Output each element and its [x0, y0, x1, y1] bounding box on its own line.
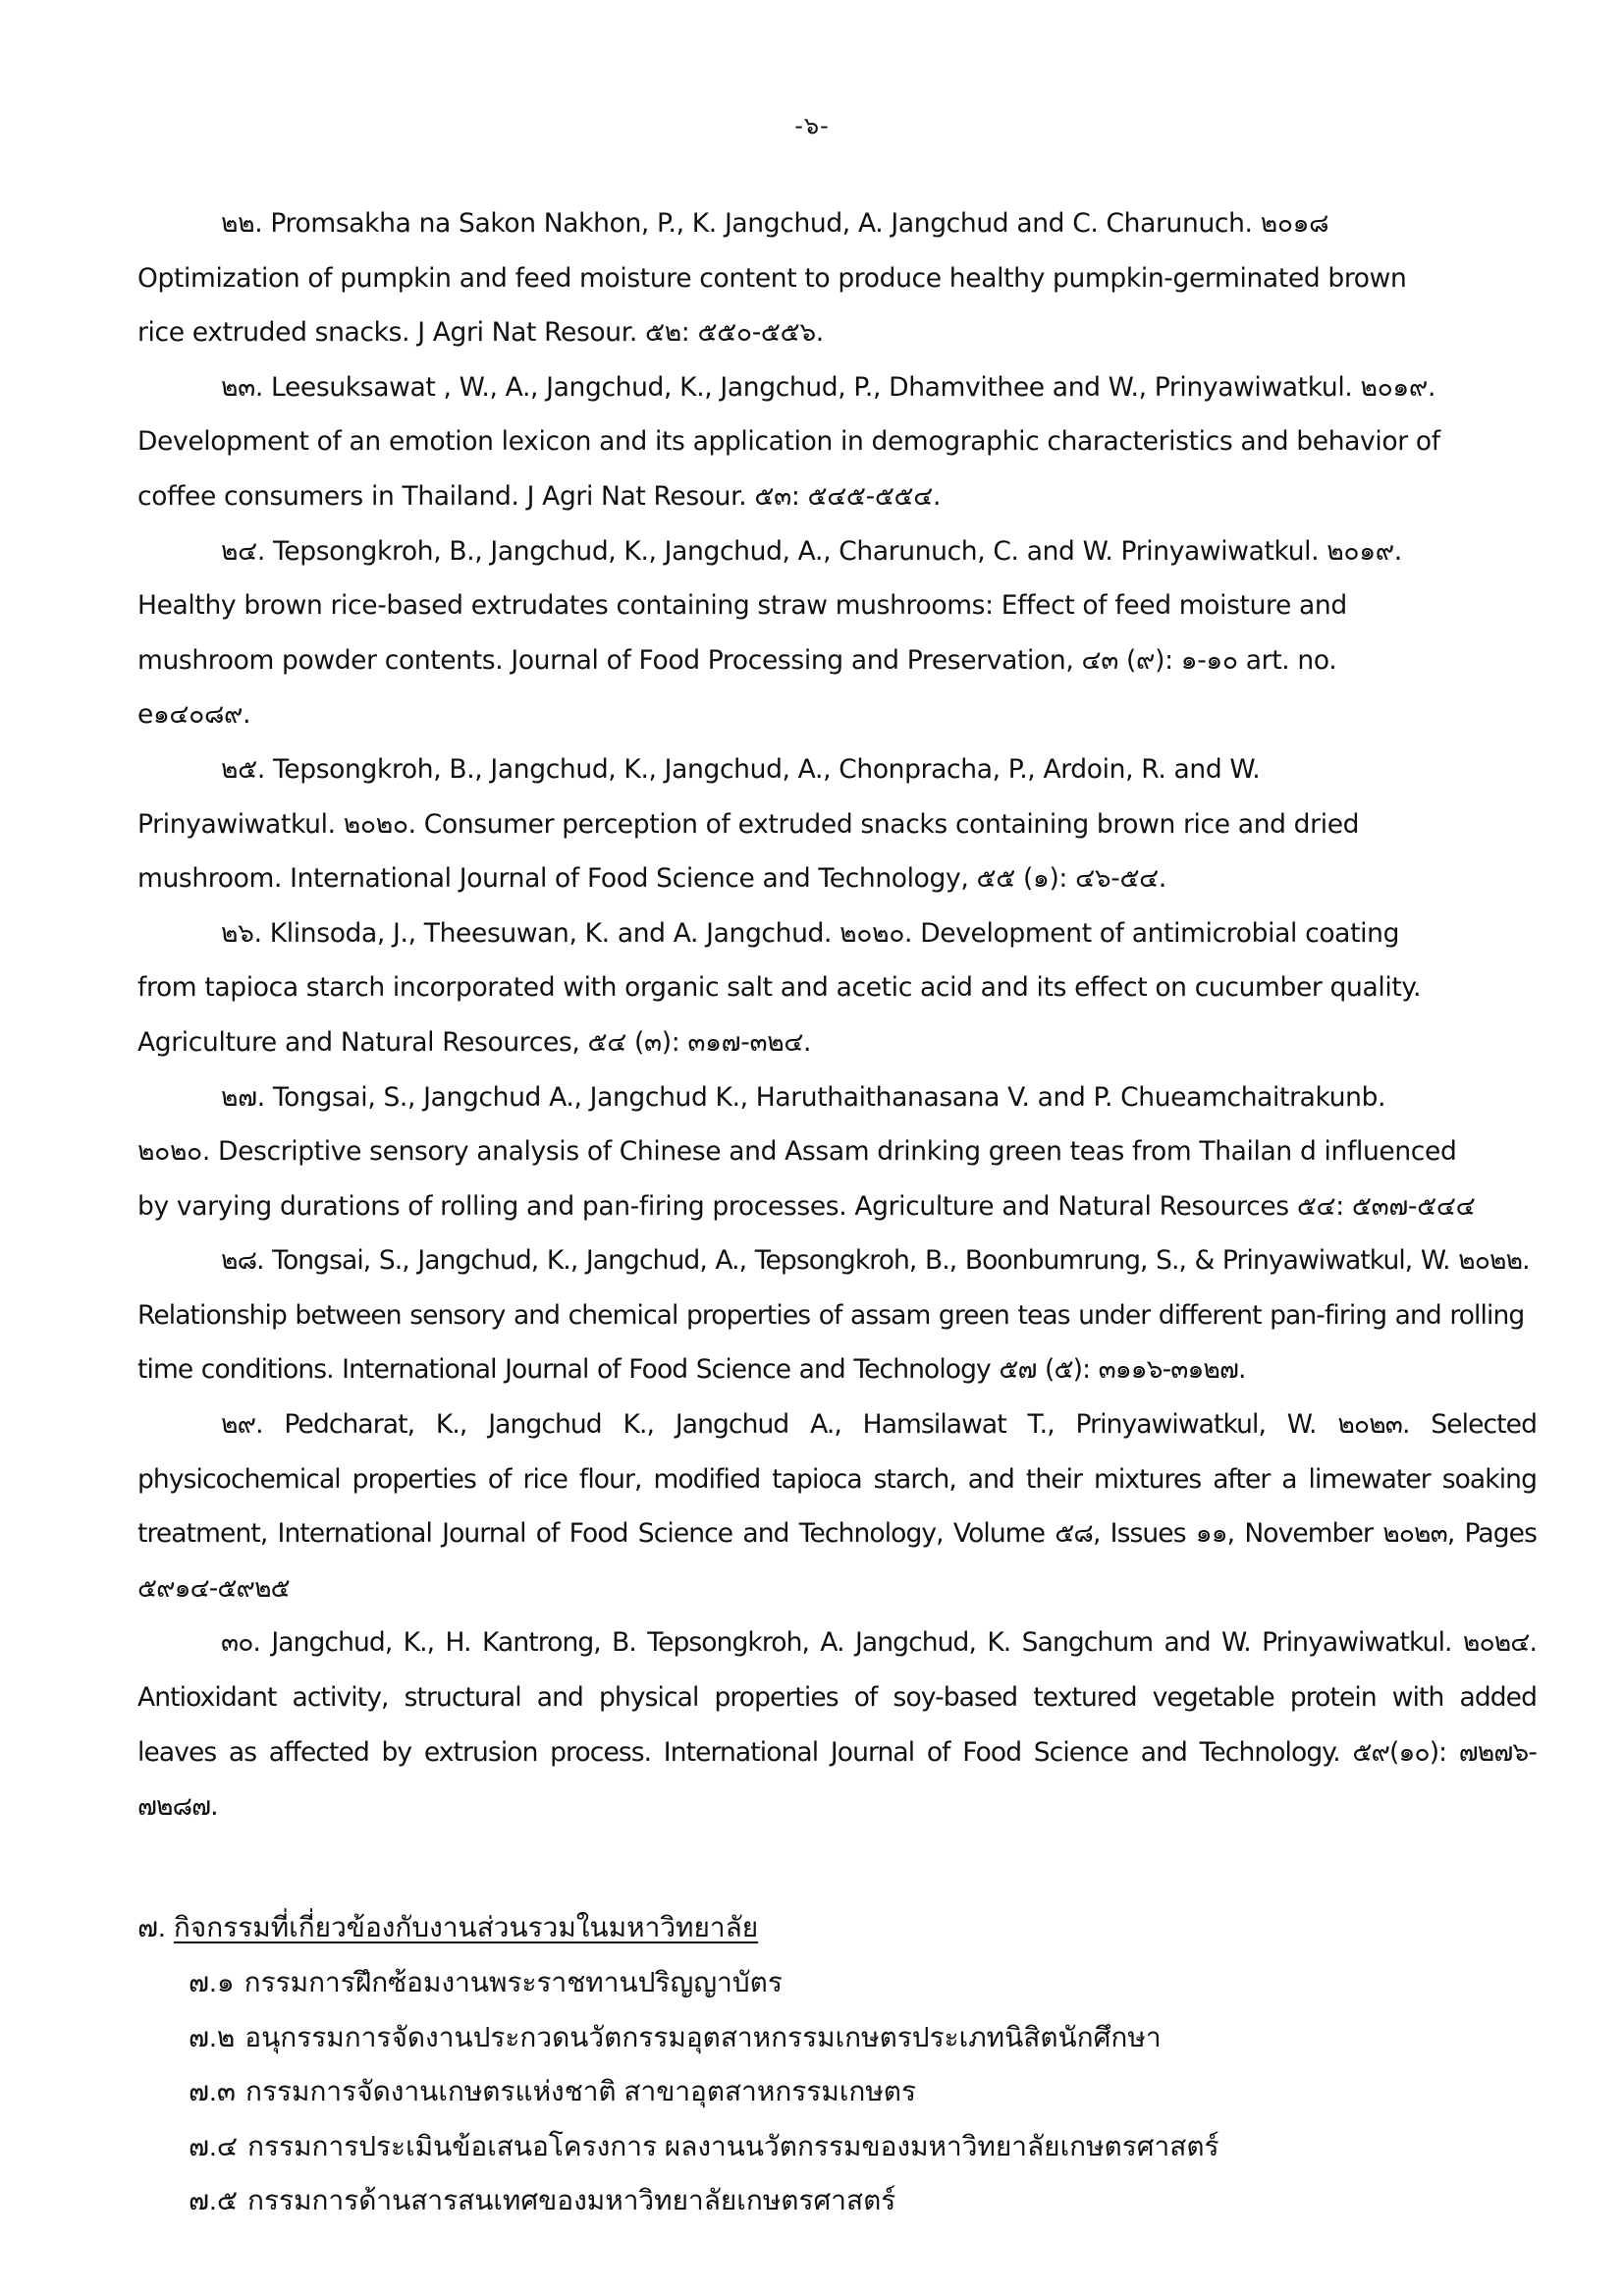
university-activities-section	[137, 1900, 1537, 2228]
reference-29	[137, 1397, 1537, 1615]
reference-line: ๒๓. Leesuksawat , W., A., Jangchud, K., Jangchud, P., Dhamvithee and W., Prinyawiwatkul. ๒๐๑๙.	[221, 371, 1436, 403]
activity-text: กรรมการจัดงานเกษตรแห่งชาติ สาขาอุตสาหกรรมเกษตร	[244, 2076, 917, 2106]
reference-line: e๑๔๐๘๙.	[137, 699, 251, 731]
reference-line: by varying durations of rolling and pan-firing processes. Agriculture and Natural Resources ๕๔: ๕๓๗-๕๔๔	[137, 1190, 1476, 1222]
section-number: ๗.	[137, 1912, 166, 1942]
activity-number: ๗.๕	[189, 2185, 239, 2215]
reference-line: ๒๘. Tongsai, S., Jangchud, K., Jangchud, A., Tepsongkroh, B., Boonbumrung, S., & Prinyawiwatkul, W. ๒๐๒๒.	[221, 1245, 1530, 1277]
reference-line: Prinyawiwatkul. ๒๐๒๐. Consumer perception of extruded snacks containing brown rice and dried	[137, 808, 1360, 840]
activity-item	[137, 2173, 1537, 2228]
reference-line: ๒๕. Tepsongkroh, B., Jangchud, K., Jangchud, A., Chonpracha, P., Ardoin, R. and W.	[221, 753, 1261, 785]
reference-30	[137, 1615, 1537, 1833]
activity-text: อนุกรรมการจัดงานประกวดนวัตกรรมอุตสาหกรรมเกษตรประเภทนิสิตนักศึกษา	[244, 2021, 1162, 2052]
reference-line: Development of an emotion lexicon and its application in demographic characteristics and behavior of	[137, 426, 1440, 458]
activity-text: กรรมการประเมินข้อเสนอโครงการ ผลงานนวัตกรรมของมหาวิทยาลัยเกษตรศาสตร์	[247, 2130, 1219, 2161]
section-heading	[137, 1900, 1537, 1955]
reference-line: ๗๒๘๗.	[137, 1791, 218, 1823]
page-number: -๖-	[794, 112, 830, 139]
reference-line: mushroom. International Journal of Food Science and Technology, ๕๕ (๑): ๔๖-๕๔.	[137, 863, 1166, 895]
reference-22	[137, 196, 1537, 360]
reference-28	[137, 1233, 1537, 1397]
activity-item	[137, 2064, 1537, 2119]
reference-line: treatment, International Journal of Food Science and Technology, Volume ๕๘, Issues ๑๑, November ๒๐๒๓, Pages	[137, 1518, 1537, 1550]
section-title: กิจกรรมที่เกี่ยวข้องกับงานส่วนรวมในมหาวิทยาลัย	[173, 1912, 759, 1942]
reference-line: Relationship between sensory and chemical properties of assam green teas under different pan-firing and rolling	[137, 1299, 1525, 1331]
activity-number: ๗.๔	[189, 2130, 239, 2161]
activity-number: ๗.๓	[189, 2076, 236, 2106]
reference-line: ๒๗. Tongsai, S., Jangchud A., Jangchud K., Haruthaithanasana V. and P. Chueamchaitrakunb.	[221, 1081, 1386, 1113]
reference-list	[137, 196, 1537, 1834]
reference-25	[137, 742, 1537, 906]
reference-line: Healthy brown rice-based extrudates containing straw mushrooms: Effect of feed moisture and	[137, 590, 1347, 622]
activity-item	[137, 2010, 1537, 2065]
reference-line: leaves as affected by extrusion process. International Journal of Food Science and Technology. ๕๙(๑๐): ๗๒๗๖-	[137, 1736, 1537, 1768]
reference-line: mushroom powder contents. Journal of Food Processing and Preservation, ๔๓ (๙): ๑-๑๐ art. no.	[137, 644, 1337, 676]
reference-line: Agriculture and Natural Resources, ๕๔ (๓): ๓๑๗-๓๒๔.	[137, 1026, 812, 1058]
reference-line: ๒๐๒๐. Descriptive sensory analysis of Chinese and Assam drinking green teas from Thailan d influenced	[137, 1136, 1457, 1168]
reference-line: ๒๖. Klinsoda, J., Theesuwan, K. and A. Jangchud. ๒๐๒๐. Development of antimicrobial coating	[221, 917, 1400, 949]
reference-24	[137, 524, 1537, 742]
reference-line: ๒๒. Promsakha na Sakon Nakhon, P., K. Jangchud, A. Jangchud and C. Charunuch. ๒๐๑๘	[221, 208, 1329, 239]
activity-item	[137, 1955, 1537, 2010]
reference-line: ๕๙๑๔-๕๙๒๕	[137, 1572, 290, 1604]
reference-27	[137, 1070, 1537, 1234]
reference-line: Antioxidant activity, structural and physical properties of soy-based textured vegetable protein with added	[137, 1682, 1537, 1714]
activity-item	[137, 2119, 1537, 2174]
reference-23	[137, 360, 1537, 524]
reference-line: ๒๙. Pedcharat, K., Jangchud K., Jangchud A., Hamsilawat T., Prinyawiwatkul, W. ๒๐๒๓. Selected	[221, 1409, 1537, 1441]
reference-26	[137, 906, 1537, 1070]
reference-line: ๒๔. Tepsongkroh, B., Jangchud, K., Jangchud, A., Charunuch, C. and W. Prinyawiwatkul. ๒๐๑๙.	[221, 535, 1402, 567]
activity-text: กรรมการด้านสารสนเทศของมหาวิทยาลัยเกษตรศาสตร์	[247, 2185, 896, 2215]
reference-line: from tapioca starch incorporated with organic salt and acetic acid and its effect on cucumber quality.	[137, 972, 1422, 1004]
reference-line: coffee consumers in Thailand. J Agri Nat Resour. ๕๓: ๕๔๕-๕๕๔.	[137, 480, 942, 512]
reference-line: Optimization of pumpkin and feed moisture content to produce healthy pumpkin-germinated brown	[137, 262, 1407, 294]
activity-number: ๗.๒	[189, 2021, 236, 2052]
reference-line: ๓๐. Jangchud, K., H. Kantrong, B. Tepsongkroh, A. Jangchud, K. Sangchum and W. Prinyawiwatkul. ๒๐๒๔.	[221, 1627, 1537, 1659]
activity-number: ๗.๑	[189, 1967, 235, 1997]
reference-line: physicochemical properties of rice flour, modified tapioca starch, and their mixtures after a limewater soaking	[137, 1463, 1537, 1495]
reference-line: time conditions. International Journal of Food Science and Technology ๕๗ (๕): ๓๑๑๖-๓๑๒๗.	[137, 1354, 1246, 1386]
reference-line: rice extruded snacks. J Agri Nat Resour. ๕๒: ๕๕๐-๕๕๖.	[137, 317, 824, 349]
activity-text: กรรมการฝึกซ้อมงานพระราชทานปริญญาบัตร	[244, 1967, 783, 1997]
